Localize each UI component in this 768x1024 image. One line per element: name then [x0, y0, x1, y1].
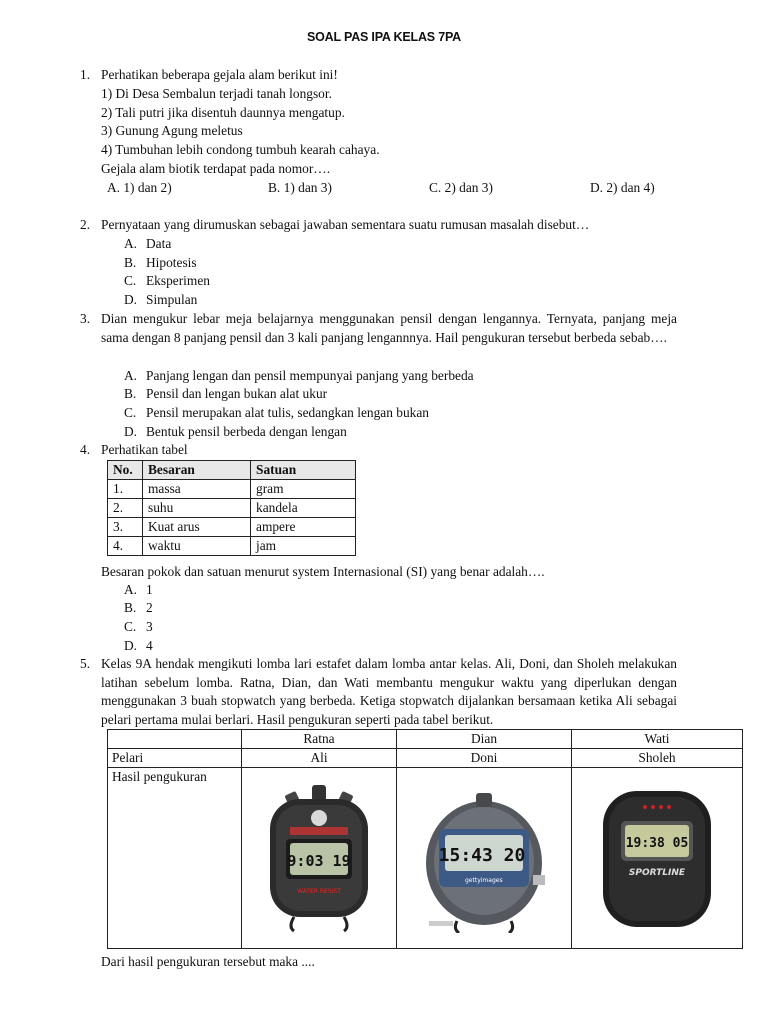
- stopwatch-image: [264, 783, 374, 933]
- stopwatch-image: [419, 783, 549, 933]
- q3-option-text: Panjang lengan dan pensil mempunyai panjang yang berbeda: [146, 368, 474, 383]
- observer-wati: Wati: [572, 730, 743, 749]
- observer-dian: Dian: [397, 730, 572, 749]
- q1-item: 1) Di Desa Sembalun terjadi tanah longsor.: [101, 86, 332, 101]
- q1-item: 3) Gunung Agung meletus: [101, 123, 243, 138]
- table-cell: Kuat arus: [143, 518, 251, 537]
- table-header-row: [108, 461, 356, 480]
- q2-option-text: Hipotesis: [146, 255, 197, 270]
- q4-option-text: 2: [146, 600, 153, 615]
- q1-option-d: D. 2) dan 4): [590, 180, 655, 195]
- runner-label: Pelari: [108, 749, 242, 768]
- table-row: [108, 749, 743, 768]
- q1-stem: Perhatikan beberapa gejala alam berikut ini!: [101, 67, 338, 82]
- table-row: [108, 537, 356, 556]
- table-cell: 3.: [108, 518, 143, 537]
- table-cell: 4.: [108, 537, 143, 556]
- q5-question: Dari hasil pengukuran tersebut maka ....: [101, 954, 315, 969]
- q4-number: 4.: [80, 442, 91, 457]
- table-row: [108, 480, 356, 499]
- q4-question: Besaran pokok dan satuan menurut system Internasional (SI) yang benar adalah….: [101, 564, 545, 579]
- q1-item: 2) Tali putri jika disentuh daunnya mengatup.: [101, 105, 345, 120]
- table-cell: 1.: [108, 480, 143, 499]
- q1-option-c: C. 2) dan 3): [429, 180, 493, 195]
- table-cell: kandela: [251, 499, 356, 518]
- stopwatch-dian: [397, 768, 572, 949]
- table-cell: suhu: [143, 499, 251, 518]
- q1-option-a: A. 1) dan 2): [107, 180, 172, 195]
- q1-item: 4) Tumbuhan lebih condong tumbuh kearah cahaya.: [101, 142, 380, 157]
- q5-table: [107, 729, 743, 949]
- q1-question: Gejala alam biotik terdapat pada nomor….: [101, 161, 331, 176]
- table-cell: ampere: [251, 518, 356, 537]
- q3-stem: Dian mengukur lebar meja belajarnya menggunakan pensil dengan lengannya. Ternyata, panjang meja sama dengan 8 panjang pensil dan 3 kali panjang lengannnya. Hail pengukuran tersebut berbeda sebab….: [101, 311, 677, 345]
- q3-option-letter: C.: [124, 405, 137, 420]
- q4-option-text: 4: [146, 638, 153, 653]
- q3-number: 3.: [80, 311, 91, 326]
- table-header: Besaran: [143, 461, 251, 480]
- stopwatch-reading: 9:03 19: [287, 852, 351, 870]
- stopwatch-wati: [572, 768, 743, 949]
- stopwatch-brand: SPORTLINE: [628, 868, 686, 878]
- q2-option-letter: A.: [124, 236, 138, 251]
- runner-doni: Doni: [397, 749, 572, 768]
- q2-option-text: Simpulan: [146, 292, 198, 307]
- table-cell: [108, 730, 242, 749]
- q2-option-text: Eksperimen: [146, 273, 210, 288]
- q2-number: 2.: [80, 217, 91, 232]
- q4-option-text: 3: [146, 619, 153, 634]
- table-row: [108, 730, 743, 749]
- q4-option-letter: A.: [124, 582, 138, 597]
- q2-option-text: Data: [146, 236, 172, 251]
- q3-option-letter: D.: [124, 424, 138, 439]
- result-label: Hasil pengukuran: [108, 768, 242, 949]
- table-header: Satuan: [251, 461, 356, 480]
- page-title: SOAL PAS IPA KELAS 7PA: [307, 30, 461, 44]
- q4-table: [107, 460, 356, 556]
- stopwatch-ratna: [242, 768, 397, 949]
- table-cell: jam: [251, 537, 356, 556]
- table-cell: massa: [143, 480, 251, 499]
- runner-sholeh: Sholeh: [572, 749, 743, 768]
- table-cell: waktu: [143, 537, 251, 556]
- q2-option-letter: C.: [124, 273, 137, 288]
- q3-option-text: Bentuk pensil berbeda dengan lengan: [146, 424, 347, 439]
- stopwatch-brand: WATER RESIST: [297, 888, 341, 895]
- runner-ali: Ali: [242, 749, 397, 768]
- table-cell: gram: [251, 480, 356, 499]
- q4-option-text: 1: [146, 582, 153, 597]
- q4-stem: Perhatikan tabel: [101, 442, 188, 457]
- q3-option-letter: A.: [124, 368, 138, 383]
- q4-option-letter: D.: [124, 638, 138, 653]
- stopwatch-reading: 15:43 20: [438, 845, 526, 866]
- q2-stem: Pernyataan yang dirumuskan sebagai jawaban sementara suatu rumusan masalah disebut…: [101, 217, 590, 232]
- q3-option-text: Pensil dan lengan bukan alat ukur: [146, 386, 328, 401]
- observer-ratna: Ratna: [242, 730, 397, 749]
- q2-option-letter: B.: [124, 255, 137, 270]
- table-cell: 2.: [108, 499, 143, 518]
- q5-number: 5.: [80, 656, 91, 671]
- stopwatch-reading: 19:38 05: [625, 836, 689, 851]
- q5-stem: Kelas 9A hendak mengikuti lomba lari estafet dalam lomba antar kelas. Ali, Doni, dan Sholeh melakukan latihan sebelum lomba. Ratna, Dian, dan Wati membantu mengukur waktu yang diperlukan dengan menggunakan 3 buah stopwatch yang berbeda. Ketiga stopwatch dijalankan bersamaan ketika Ali sebagai pelari pertama mulai berlari. Hasil pengukuran seperti pada tabel berikut.: [101, 656, 677, 727]
- stopwatch-image: [597, 783, 717, 933]
- q1-option-b: B. 1) dan 3): [268, 180, 332, 195]
- stopwatch-brand: gettyimages: [465, 877, 503, 884]
- q3-option-letter: B.: [124, 386, 137, 401]
- q1-number: 1.: [80, 67, 91, 82]
- table-row: [108, 518, 356, 537]
- table-row: [108, 499, 356, 518]
- table-row: [108, 768, 743, 949]
- q4-option-letter: B.: [124, 600, 137, 615]
- q3-option-text: Pensil merupakan alat tulis, sedangkan lengan bukan: [146, 405, 429, 420]
- table-header: No.: [108, 461, 143, 480]
- q2-option-letter: D.: [124, 292, 138, 307]
- q4-option-letter: C.: [124, 619, 137, 634]
